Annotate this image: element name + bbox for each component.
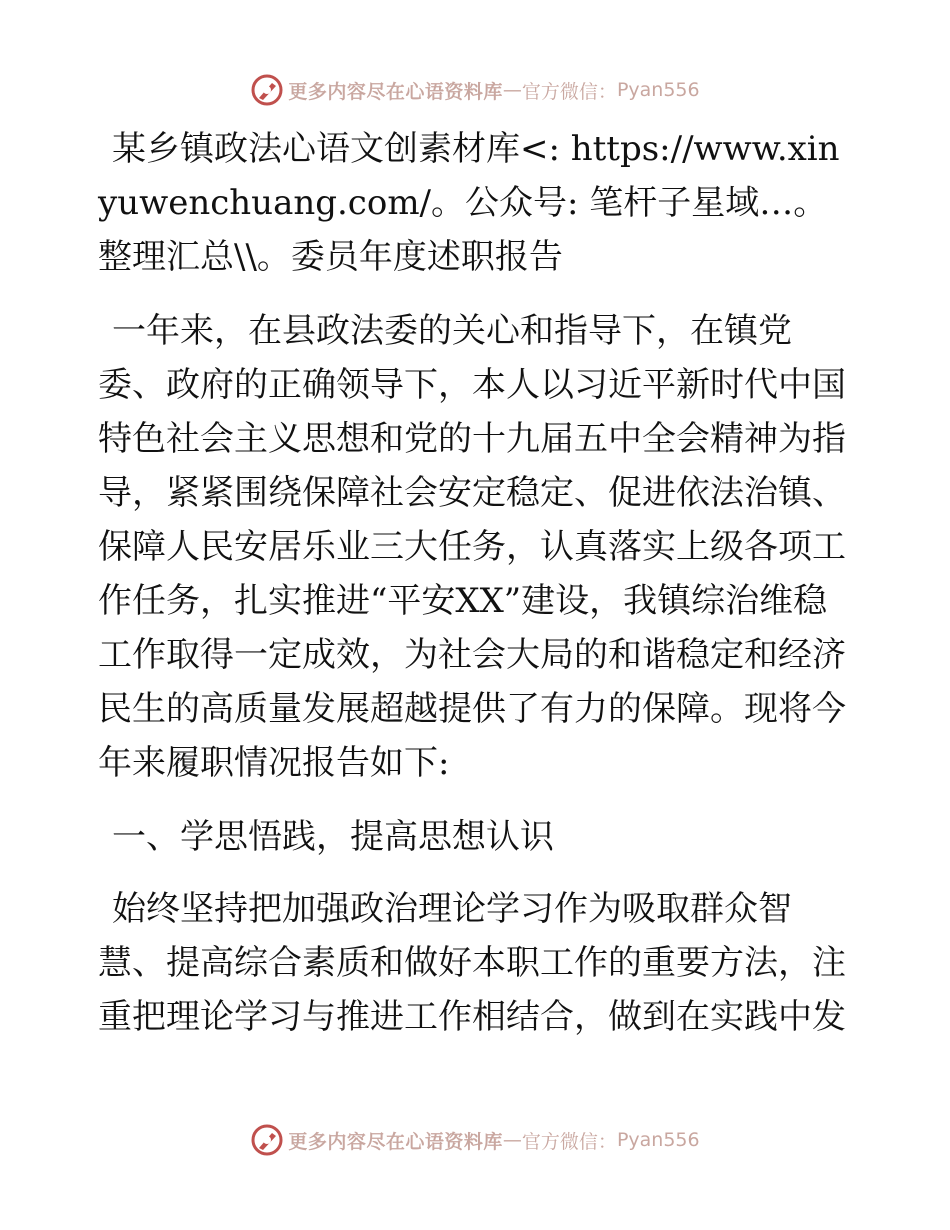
- banner-promo-text: 更多内容尽在心语资料库: [288, 1130, 503, 1153]
- pen-seal-logo-icon: [250, 1123, 284, 1157]
- banner-dash: —: [502, 79, 522, 101]
- section-paragraph: [98, 882, 858, 1044]
- title-line-text: 某乡镇政法心语文创素材库<: https://www.xinyuwenchuang.com/。公众号: 笔杆子星域…。整理汇总\\。委员年度述职报告: [98, 129, 840, 277]
- header-banner: [0, 70, 950, 110]
- document-body: [98, 122, 858, 1064]
- banner-wechat-id: Pyan556: [616, 1129, 700, 1151]
- banner-wechat-label: 官方微信：: [521, 1130, 617, 1153]
- document-title-line: [98, 122, 858, 284]
- banner-promo-text: 更多内容尽在心语资料库: [288, 80, 503, 103]
- section-heading-text: 一、学思悟践，提高思想认识: [112, 817, 554, 857]
- section-heading: [98, 810, 858, 864]
- banner-dash: —: [502, 1129, 522, 1151]
- pen-seal-logo-icon: [250, 73, 284, 107]
- intro-paragraph: [98, 304, 858, 790]
- footer-banner: [0, 1120, 950, 1160]
- banner-wechat-id: Pyan556: [616, 79, 700, 101]
- intro-text: 一年来，在县政法委的关心和指导下，在镇党委、政府的正确领导下，本人以习近平新时代中国特色社会主义思想和党的十九届五中全会精神为指导，紧紧围绕保障社会安定稳定、促进依法治镇、保障人民安居乐业三大任务，认真落实上级各项工作任务，扎实推进“平安XX”建设，我镇综治维稳工作取得一定成效，为社会大局的和谐稳定和经济民生的高质量发展超越提供了有力的保障。现将今年来履职情况报告如下:: [98, 311, 846, 783]
- banner-wechat-label: 官方微信：: [521, 80, 617, 103]
- section-body-text: 始终坚持把加强政治理论学习作为吸取群众智慧、提高综合素质和做好本职工作的重要方法，注重把理论学习与推进工作相结合，做到在实践中发: [98, 889, 846, 1037]
